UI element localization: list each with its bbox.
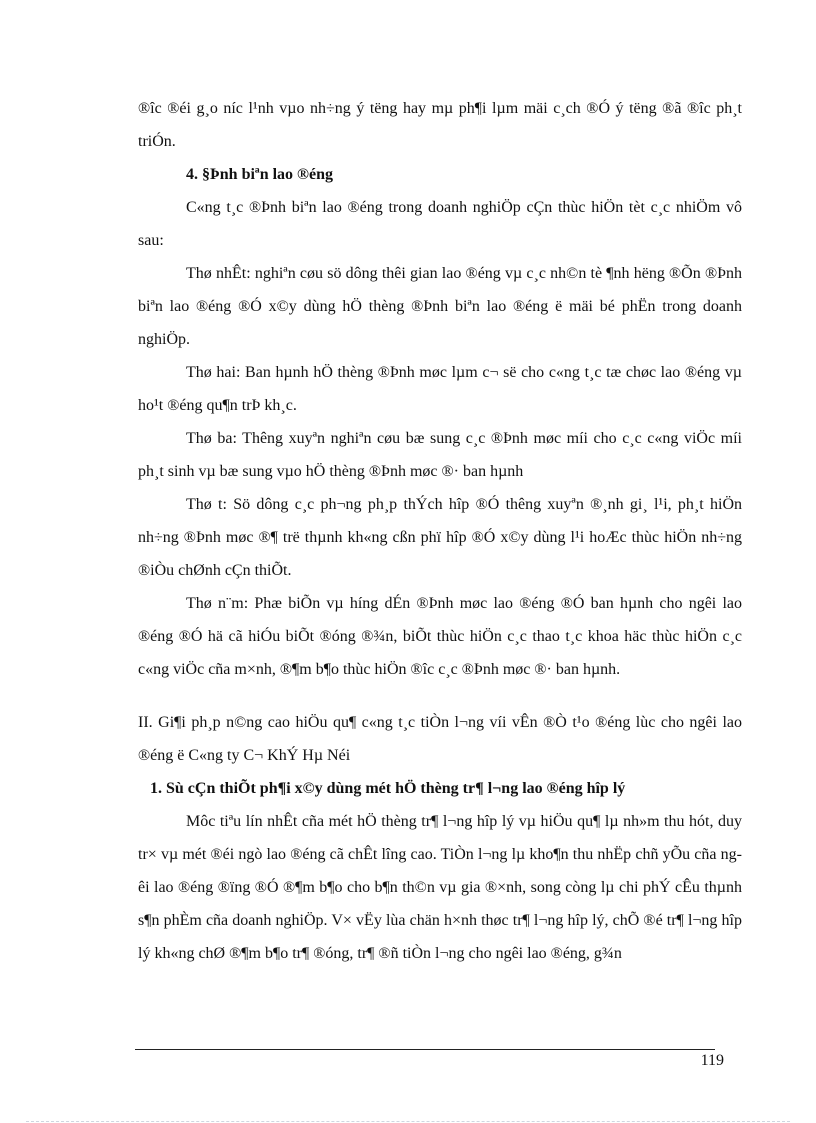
page-boundary-line [26, 1121, 790, 1122]
footer-divider [135, 1049, 715, 1050]
page-number: 119 [700, 1052, 724, 1069]
body-paragraph: Môc tiªu lín nhÊt cña mét hÖ thèng tr¶ l¬ng hîp lý vµ hiÖu qu¶ lµ nh»m thu hót, duy tr× vµ mét ®éi ngò lao ®éng cã chÊt lîng cao. TiÒn l¬ng lµ kho¶n thu nhËp chñ yÕu cña ngêi lao ®éng ®ïng ®Ó ®¶m b¶o cho b¶n th©n vµ gia ®×nh, song còng lµ chi phÝ cÊu thµnh s¶n phÈm cña doanh nghiÖp. V× vËy lùa chän h×nh thøc tr¶ l¬ng hîp lý, chÕ ®é tr¶ l¬ng hîp lý kh«ng chØ ®¶m b¶o tr¶ ®óng, tr¶ ®ñ tiÒn l¬ng cho ngêi lao ®éng, g¾n [138, 813, 742, 962]
body-paragraph: ®îc ®éi g¸o níc l¹nh vµo nh÷ng ý tëng hay mµ ph¶i lµm mäi c¸ch ®Ó ý tëng ®ã ®îc ph¸t triÓn. [138, 100, 742, 150]
paragraph-gap [138, 686, 742, 706]
body-paragraph: Thø hai: Ban hµnh hÖ thèng ®Þnh møc lµm c¬ së cho c«ng t¸c tæ chøc lao ®éng vµ ho¹t ®éng qu¶n trÞ kh¸c. [138, 364, 742, 414]
body-paragraph: Thø ba: Thêng xuyªn nghiªn cøu bæ sung c¸c ®Þnh møc míi cho c¸c c«ng viÖc míi ph¸t sinh vµ bæ sung vµo hÖ thèng ®Þnh møc ®· ban hµnh [138, 430, 742, 480]
section-heading: 1. Sù cÇn thiÕt ph¶i x©y dùng mét hÖ thèng tr¶ l¬ng lao ®éng hîp lý [150, 780, 626, 797]
body-paragraph: Thø n¨m: Phæ biÕn vµ híng dÉn ®Þnh møc lao ®éng ®Ó ban hµnh cho ngêi lao ®éng ®Ó hä cã hiÓu biÕt ®óng ®¾n, biÕt thùc hiÖn c¸c thao t¸c khoa häc thùc hiÖn c¸c c«ng viÖc cña m×nh, ®¶m b¶o thùc hiÖn ®îc c¸c ®Þnh møc ®· ban hµnh. [138, 595, 742, 678]
section-heading: 4. §Þnh biªn lao ®éng [186, 166, 334, 183]
body-paragraph: II. Gi¶i ph¸p n©ng cao hiÖu qu¶ c«ng t¸c tiÒn l¬ng víi vÊn ®Ò t¹o ®éng lùc cho ngêi lao ®éng ë C«ng ty C¬ KhÝ Hµ Néi [138, 714, 742, 764]
page-body [138, 92, 742, 970]
body-paragraph: C«ng t¸c ®Þnh biªn lao ®éng trong doanh nghiÖp cÇn thùc hiÖn tèt c¸c nhiÖm vô sau: [138, 199, 742, 249]
body-paragraph: Thø nhÊt: nghiªn cøu sö dông thêi gian lao ®éng vµ c¸c nh©n tè ¶nh hëng ®Õn ®Þnh biªn lao ®éng ®Ó x©y dùng hÖ thèng ®Þnh biªn lao ®éng ë mäi bé phËn trong doanh nghiÖp. [138, 265, 742, 348]
body-paragraph: Thø t: Sö dông c¸c ph¬ng ph¸p thÝch hîp ®Ó thêng xuyªn ®¸nh gi¸ l¹i, ph¸t hiÖn nh÷ng ®Þnh møc ®¶ trë thµnh kh«ng cßn phï hîp ®Ó x©y dùng l¹i hoÆc thùc hiÖn nh÷ng ®iÒu chØnh cÇn thiÕt. [138, 496, 742, 579]
